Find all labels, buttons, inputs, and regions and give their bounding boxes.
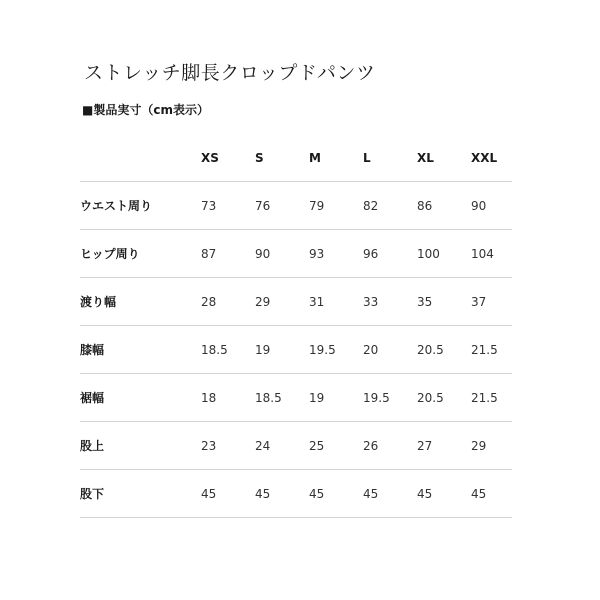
table-cell: 28 bbox=[201, 278, 255, 326]
table-cell: 19 bbox=[255, 326, 309, 374]
table-cell: 18.5 bbox=[255, 374, 309, 422]
table-cell: 29 bbox=[255, 278, 309, 326]
table-cell: 86 bbox=[417, 182, 471, 230]
table-row bbox=[80, 470, 512, 518]
section-title: ■製品実寸（cm表示） bbox=[82, 103, 209, 117]
table-cell: 100 bbox=[417, 230, 471, 278]
table-cell: 25 bbox=[309, 422, 363, 470]
table-cell: 96 bbox=[363, 230, 417, 278]
header-row bbox=[80, 134, 512, 182]
header-cell-xs: XS bbox=[201, 134, 255, 182]
table-row bbox=[80, 230, 512, 278]
table-cell: 33 bbox=[363, 278, 417, 326]
header-cell-corner bbox=[80, 134, 201, 182]
table-cell: 45 bbox=[417, 470, 471, 518]
table-cell: 26 bbox=[363, 422, 417, 470]
row-label: 股上 bbox=[80, 422, 201, 470]
table-cell: 45 bbox=[201, 470, 255, 518]
table-cell: 37 bbox=[471, 278, 512, 326]
table-cell: 24 bbox=[255, 422, 309, 470]
size-table bbox=[80, 134, 512, 518]
table-cell: 104 bbox=[471, 230, 512, 278]
table-cell: 20.5 bbox=[417, 326, 471, 374]
header-cell-s: S bbox=[255, 134, 309, 182]
table-cell: 29 bbox=[471, 422, 512, 470]
table-row bbox=[80, 326, 512, 374]
row-label: ヒップ周り bbox=[80, 230, 201, 278]
table-cell: 19 bbox=[309, 374, 363, 422]
header-cell-m: M bbox=[309, 134, 363, 182]
table-cell: 90 bbox=[255, 230, 309, 278]
table-cell: 76 bbox=[255, 182, 309, 230]
table-cell: 45 bbox=[255, 470, 309, 518]
header-cell-xl: XL bbox=[417, 134, 471, 182]
table-cell: 18 bbox=[201, 374, 255, 422]
header-cell-l: L bbox=[363, 134, 417, 182]
table-cell: 90 bbox=[471, 182, 512, 230]
row-label: 膝幅 bbox=[80, 326, 201, 374]
table-cell: 45 bbox=[471, 470, 512, 518]
table-cell: 73 bbox=[201, 182, 255, 230]
table-row bbox=[80, 374, 512, 422]
table-cell: 19.5 bbox=[309, 326, 363, 374]
table-cell: 45 bbox=[363, 470, 417, 518]
table-cell: 23 bbox=[201, 422, 255, 470]
table-cell: 87 bbox=[201, 230, 255, 278]
row-label: 渡り幅 bbox=[80, 278, 201, 326]
table-row bbox=[80, 278, 512, 326]
table-cell: 19.5 bbox=[363, 374, 417, 422]
table-cell: 18.5 bbox=[201, 326, 255, 374]
table-cell: 21.5 bbox=[471, 326, 512, 374]
table-cell: 31 bbox=[309, 278, 363, 326]
table-row bbox=[80, 182, 512, 230]
table-row bbox=[80, 422, 512, 470]
table-cell: 20.5 bbox=[417, 374, 471, 422]
row-label: 裾幅 bbox=[80, 374, 201, 422]
row-label: 股下 bbox=[80, 470, 201, 518]
table-cell: 21.5 bbox=[471, 374, 512, 422]
table-cell: 20 bbox=[363, 326, 417, 374]
table-cell: 93 bbox=[309, 230, 363, 278]
table-cell: 82 bbox=[363, 182, 417, 230]
table-cell: 35 bbox=[417, 278, 471, 326]
header-cell-xxl: XXL bbox=[471, 134, 512, 182]
table-cell: 45 bbox=[309, 470, 363, 518]
table-cell: 79 bbox=[309, 182, 363, 230]
page-title: ストレッチ脚長クロップドパンツ bbox=[84, 62, 376, 84]
table-cell: 27 bbox=[417, 422, 471, 470]
row-label: ウエスト周り bbox=[80, 182, 201, 230]
